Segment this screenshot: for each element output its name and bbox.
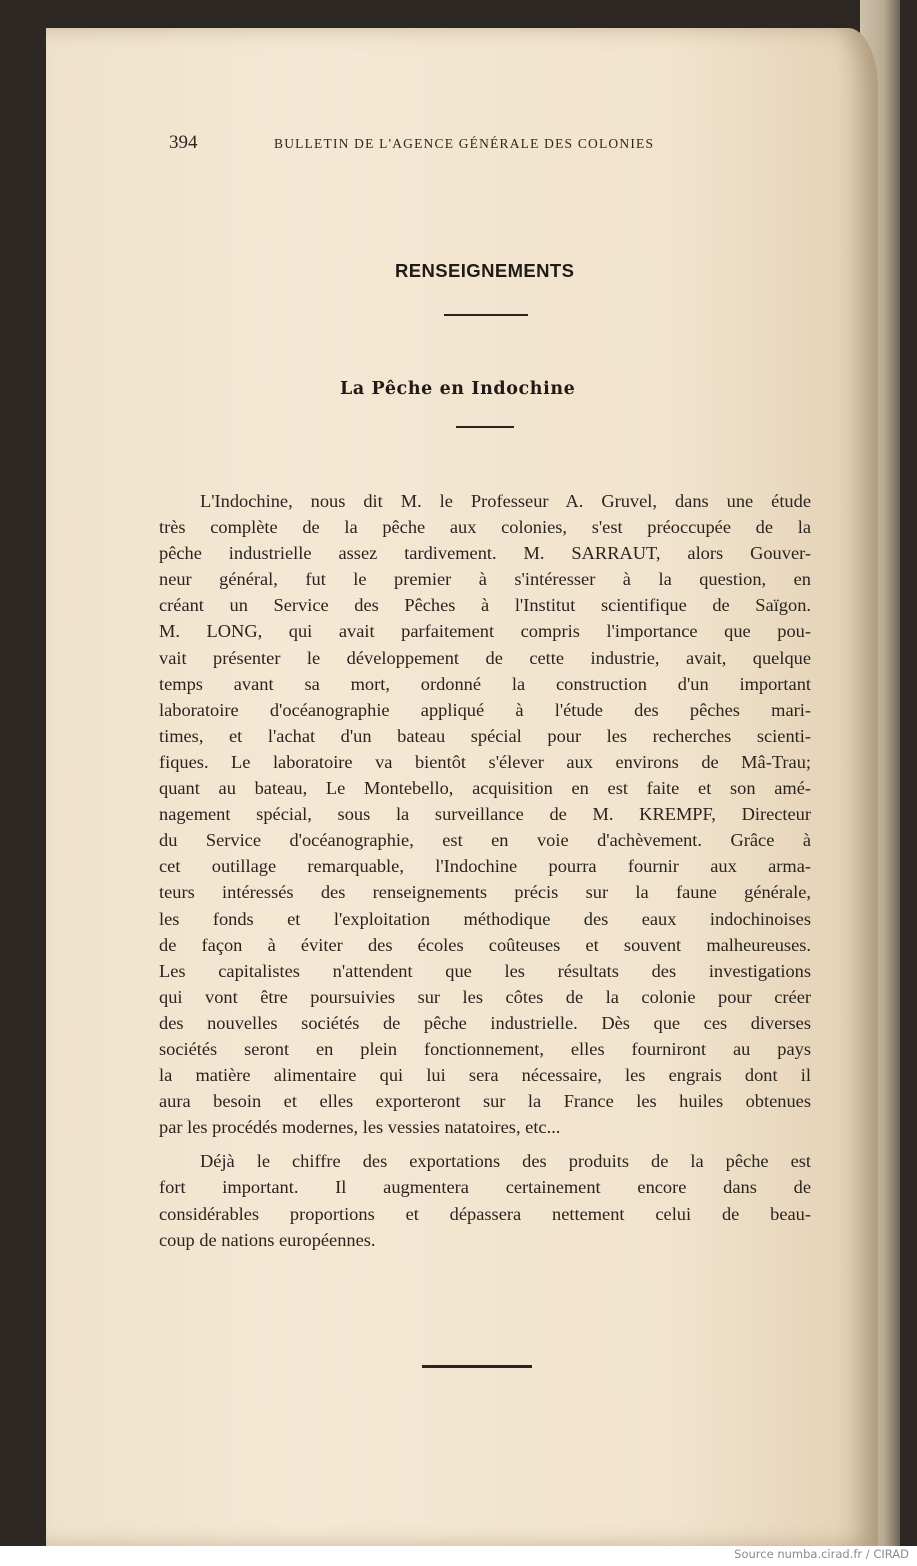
text-line: temps avant sa mort, ordonné la construction d'un important [159,673,811,694]
running-header: BULLETIN DE L'AGENCE GÉNÉRALE DES COLONIES [274,136,655,151]
title-divider [444,314,528,316]
text-line: vait présenter le développement de cette industrie, avait, quelque [159,647,811,668]
text-line: les fonds et l'exploitation méthodique des eaux indochinoises [159,908,811,929]
text-line: par les procédés modernes, les vessies natatoires, etc... [159,1117,561,1138]
text-line: aura besoin et elles exporteront sur la France les huiles obtenues [159,1091,811,1112]
end-of-article-rule [422,1365,532,1368]
section-title: RENSEIGNEMENTS [395,260,575,281]
paragraph-gap [159,1140,811,1148]
text-line: Les capitalistes n'attendent que les résultats des investigations [159,960,811,981]
text-line: fort important. Il augmentera certainement encore dans de [159,1177,811,1198]
article-title: La Pêche en Indochine [340,379,576,399]
text-line: L'Indochine, nous dit M. le Professeur A. Gruvel, dans une étude [200,491,811,511]
text-line: des nouvelles sociétés de pêche industrielle. Dès que ces diverses [159,1012,811,1033]
text-line: qui vont être poursuivies sur les côtes de la colonie pour créer [159,986,811,1007]
text-line: nagement spécial, sous la surveillance de M. KREMPF, Directeur [159,804,811,825]
article-body [159,488,811,1253]
text-line: considérables proportions et dépassera nettement celui de beau- [159,1203,811,1224]
text-line: Déjà le chiffre des exportations des produits de la pêche est [200,1151,811,1172]
source-credit: Source numba.cirad.fr / CIRAD [734,1547,909,1561]
text-line: créant un Service des Pêches à l'Institut scientifique de Saïgon. [159,595,811,616]
text-line: pêche industrielle assez tardivement. M. SARRAUT, alors Gouver- [159,543,811,564]
text-line: teurs intéressés des renseignements précis sur la faune générale, [159,882,811,903]
text-line: très complète de la pêche aux colonies, s'est préoccupée de la [159,517,811,538]
text-line: laboratoire d'océanographie appliqué à l'étude des pêches mari- [159,699,811,720]
text-line: quant au bateau, Le Montebello, acquisition en est faite et son amé- [159,778,811,799]
text-line: neur général, fut le premier à s'intéresser à la question, en [159,569,811,590]
text-line: cet outillage remarquable, l'Indochine pourra fournir aux arma- [159,856,811,877]
text-line: M. LONG, qui avait parfaitement compris l'importance que pou- [159,621,811,642]
text-line: la matière alimentaire qui lui sera nécessaire, les engrais dont il [159,1065,811,1086]
text-line: times, et l'achat d'un bateau spécial pour les recherches scienti- [159,725,811,746]
page-sheet [46,28,878,1546]
page-number: 394 [169,132,198,153]
text-line: du Service d'océanographie, est en voie d'achèvement. Grâce à [159,830,811,851]
article-title-divider [456,426,514,428]
text-line: coup de nations européennes. [159,1229,376,1250]
text-line: sociétés seront en plein fonctionnement, elles fourniront au pays [159,1038,811,1059]
text-line: de façon à éviter des écoles coûteuses et souvent malheureuses. [159,934,811,955]
text-line: fiques. Le laboratoire va bientôt s'élever aux environs de Mâ-Trau; [159,751,811,772]
